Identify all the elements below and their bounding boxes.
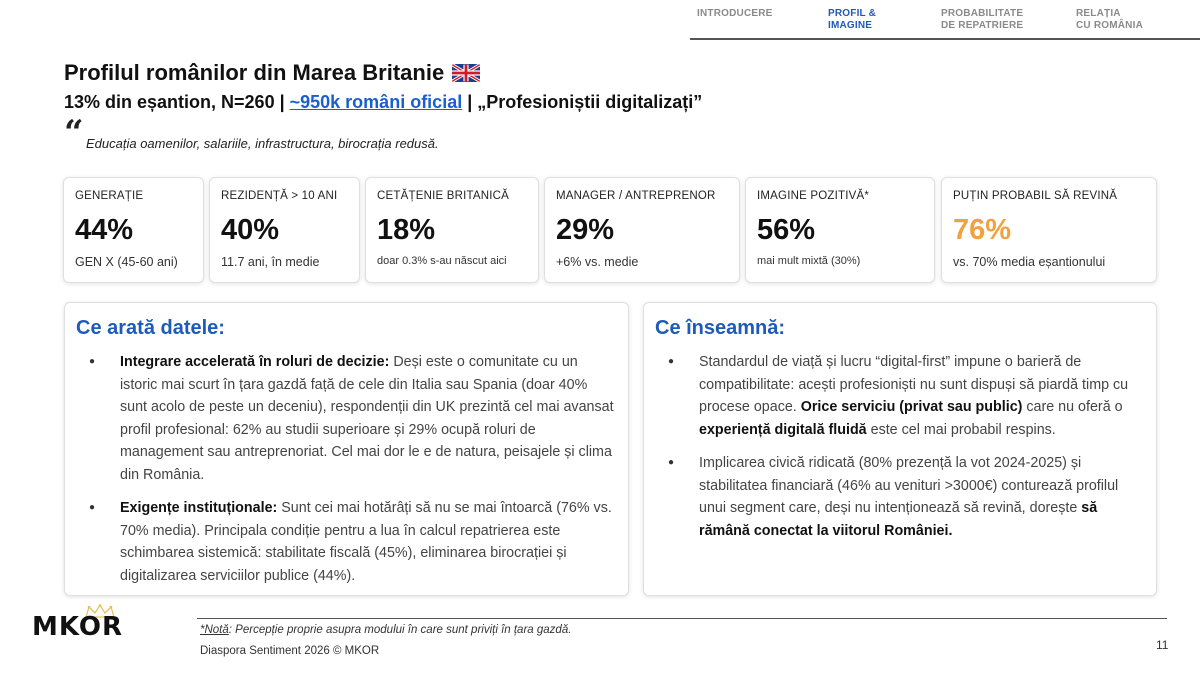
card-subtext: vs. 70% media eșantionului xyxy=(953,255,1106,269)
quote-icon: “ xyxy=(64,113,84,153)
card-label: REZIDENȚĂ > 10 ANI xyxy=(221,190,338,202)
bullet-list xyxy=(85,351,614,598)
stat-card-manager xyxy=(544,177,740,283)
list-item xyxy=(85,497,614,587)
page-subtitle xyxy=(64,92,702,113)
footer-divider xyxy=(197,618,1167,619)
data-insights-panel xyxy=(64,302,629,596)
panel-title: Ce arată datele: xyxy=(76,317,225,339)
list-item xyxy=(664,452,1142,542)
footnote-text: : Percepție proprie asupra modului în care sunt priviți în țara gazdă. xyxy=(228,624,572,636)
card-label: GENERAȚIE xyxy=(75,190,144,202)
mkor-logo: MKOR xyxy=(32,612,123,642)
card-value: 56% xyxy=(757,214,816,246)
bullet-list xyxy=(664,351,1142,553)
bullet-text: Deși este o comunitate cu un istoric mai scurt în țara gazdă față de cele din Italia sau Spania (doar 40% sunt acolo de peste un deceniu), respondenții din UK prezintă cel mai avansat profil profesional: 62% au studii superioare și 29% ocupă roluri de management sau antreprenoriat. Cel mai dor le e de natura, peisajele și clima din România. xyxy=(120,354,614,483)
card-value: 29% xyxy=(556,214,615,246)
bullet-heading: Exigențe instituționale: xyxy=(120,500,278,516)
copyright-text: Diaspora Sentiment 2026 © MKOR xyxy=(200,645,380,657)
uk-flag-icon xyxy=(452,64,480,82)
bullet-text: Standardul de viață și lucru “digital-first” impune o barieră de compatibilitate: acești profesioniști nu sunt dispuși să piardă timp cu procese opace. xyxy=(699,354,1129,415)
bullet-emphasis: experiență digitală fluidă xyxy=(699,421,867,438)
bullet-text: Implicarea civică ridicată (80% prezență la vot 2024-2025) și stabilitatea financiară (46% au venituri >3000€) conturează profilul unui segment care, deși nu intenționează să revină, dorește xyxy=(699,455,1119,516)
stat-card-generatie xyxy=(63,177,204,283)
list-item xyxy=(664,351,1142,441)
footnote xyxy=(200,624,571,636)
card-value: 40% xyxy=(221,214,280,246)
meaning-panel xyxy=(643,302,1157,596)
card-label: MANAGER / ANTREPRENOR xyxy=(556,190,716,202)
nav-item-introducere[interactable]: INTRODUCERE xyxy=(697,8,773,19)
bullet-text: este cel mai probabil respins. xyxy=(866,421,1056,438)
footnote-label: *Notă xyxy=(200,624,229,636)
card-subtext: GEN X (45-60 ani) xyxy=(75,255,178,269)
page-title-text: Profilul românilor din Marea Britanie xyxy=(64,60,445,85)
nav-item-relatia-romania[interactable]: RELAȚIA CU ROMÂNIA xyxy=(1076,8,1143,31)
subtitle-suffix: | „Profesioniștii digitalizați” xyxy=(462,92,703,112)
card-label: IMAGINE POZITIVĂ* xyxy=(757,190,870,202)
card-subtext: mai mult mixtă (30%) xyxy=(757,255,861,267)
bullet-text: care nu oferă o xyxy=(1022,399,1123,415)
card-subtext: 11.7 ani, în medie xyxy=(221,255,320,269)
card-value: 76% xyxy=(953,214,1012,246)
card-label: CETĂȚENIE BRITANICĂ xyxy=(377,190,510,202)
card-value: 44% xyxy=(75,214,134,246)
page-number: 11 xyxy=(1156,638,1169,652)
nav-item-profil-imagine[interactable]: PROFIL & IMAGINE xyxy=(828,8,877,31)
nav-item-probabilitate-repatriere[interactable]: PROBABILITATE DE REPATRIERE xyxy=(941,8,1024,31)
stat-card-cetatenie xyxy=(365,177,539,283)
page-title xyxy=(64,60,480,86)
bullet-text: Sunt cei mai hotărâți să nu se mai întoarcă (76% vs. 70% media). Principala condiție pentru a lua în calcul repatrierea este schimbarea sistemică: stabilitate fiscală (45%), eliminarea birocrației și digitalizarea serviciilor publice (44%). xyxy=(120,500,612,584)
card-subtext: doar 0.3% s-au născut aici xyxy=(377,255,507,267)
subtitle-prefix: 13% din eșantion, N=260 | xyxy=(64,92,290,112)
stat-card-rezidenta xyxy=(209,177,360,283)
quote-text: Educația oamenilor, salariile, infrastructura, birocrația redusă. xyxy=(86,136,439,151)
bullet-emphasis: Orice serviciu (privat sau public) xyxy=(800,399,1023,415)
list-item xyxy=(85,351,614,486)
panel-title: Ce înseamnă: xyxy=(655,317,786,339)
official-count-link[interactable]: ~950k români oficial xyxy=(289,92,463,112)
stat-card-imagine xyxy=(745,177,935,283)
bullet-emphasis: să rămână conectat la viitorul României. xyxy=(699,500,1098,539)
card-value: 18% xyxy=(377,214,436,246)
top-navigation xyxy=(690,0,1200,40)
stat-card-revenire xyxy=(941,177,1157,283)
card-subtext: +6% vs. medie xyxy=(556,255,639,269)
bullet-heading: Integrare accelerată în roluri de decizie: xyxy=(120,354,390,370)
card-label: PUȚIN PROBABIL SĂ REVINĂ xyxy=(953,190,1118,202)
